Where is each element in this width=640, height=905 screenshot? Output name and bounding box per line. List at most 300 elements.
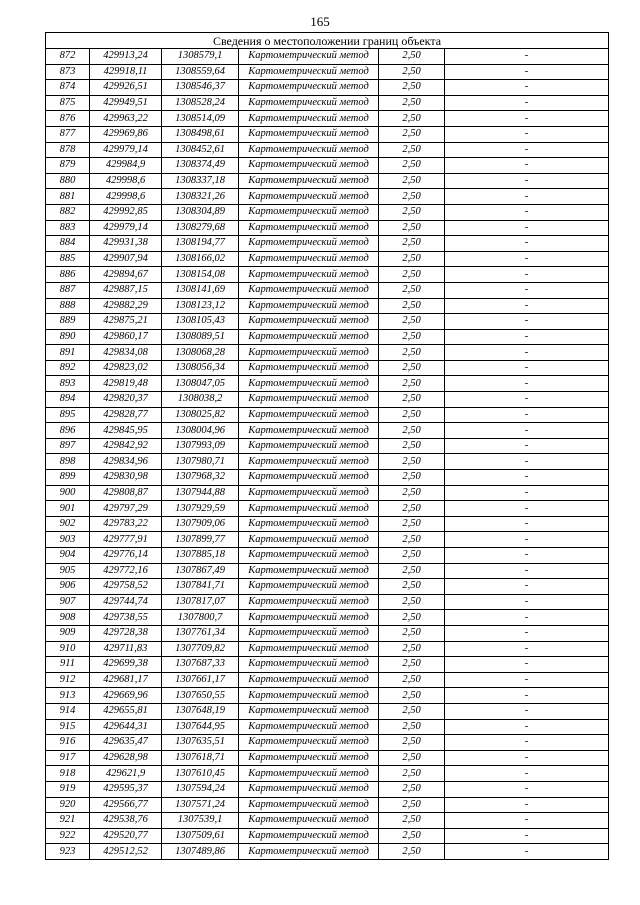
accuracy-cell: 2,50 [379, 189, 445, 205]
method-cell: Картометрический метод [239, 766, 379, 782]
description-cell: - [445, 532, 609, 548]
accuracy-cell: 2,50 [379, 703, 445, 719]
table-row [46, 470, 609, 486]
coordinate-y-cell: 1307909,06 [162, 516, 239, 532]
method-cell: Картометрический метод [239, 204, 379, 220]
description-cell: - [445, 314, 609, 330]
point-number-cell: 882 [46, 204, 90, 220]
method-cell: Картометрический метод [239, 392, 379, 408]
description-cell: - [445, 298, 609, 314]
coordinate-x-cell: 429931,38 [90, 236, 162, 252]
method-cell: Картометрический метод [239, 80, 379, 96]
coordinate-y-cell: 1308056,34 [162, 360, 239, 376]
accuracy-cell: 2,50 [379, 672, 445, 688]
accuracy-cell: 2,50 [379, 454, 445, 470]
point-number-cell: 922 [46, 828, 90, 844]
table-row [46, 548, 609, 564]
coordinate-y-cell: 1308047,05 [162, 376, 239, 392]
coordinate-y-cell: 1307650,55 [162, 688, 239, 704]
accuracy-cell: 2,50 [379, 267, 445, 283]
description-cell: - [445, 516, 609, 532]
point-number-cell: 904 [46, 548, 90, 564]
accuracy-cell: 2,50 [379, 142, 445, 158]
point-number-cell: 889 [46, 314, 90, 330]
method-cell: Картометрический метод [239, 548, 379, 564]
point-number-cell: 905 [46, 563, 90, 579]
method-cell: Картометрический метод [239, 735, 379, 751]
coordinate-y-cell: 1307610,45 [162, 766, 239, 782]
coordinate-y-cell: 1307709,82 [162, 641, 239, 657]
accuracy-cell: 2,50 [379, 828, 445, 844]
point-number-cell: 878 [46, 142, 90, 158]
point-number-cell: 916 [46, 735, 90, 751]
description-cell: - [445, 95, 609, 111]
accuracy-cell: 2,50 [379, 844, 445, 860]
coordinate-x-cell: 429711,83 [90, 641, 162, 657]
description-cell: - [445, 844, 609, 860]
table-row [46, 735, 609, 751]
description-cell: - [445, 126, 609, 142]
method-cell: Картометрический метод [239, 376, 379, 392]
description-cell: - [445, 548, 609, 564]
table-row [46, 204, 609, 220]
point-number-cell: 891 [46, 345, 90, 361]
coordinate-x-cell: 429875,21 [90, 314, 162, 330]
coordinate-y-cell: 1308038,2 [162, 392, 239, 408]
point-number-cell: 885 [46, 251, 90, 267]
method-cell: Картометрический метод [239, 438, 379, 454]
description-cell: - [445, 828, 609, 844]
accuracy-cell: 2,50 [379, 236, 445, 252]
accuracy-cell: 2,50 [379, 329, 445, 345]
point-number-cell: 888 [46, 298, 90, 314]
method-cell: Картометрический метод [239, 657, 379, 673]
accuracy-cell: 2,50 [379, 64, 445, 80]
accuracy-cell: 2,50 [379, 376, 445, 392]
coordinate-x-cell: 429758,52 [90, 579, 162, 595]
point-number-cell: 895 [46, 407, 90, 423]
coordinate-y-cell: 1308579,1 [162, 49, 239, 65]
coordinate-y-cell: 1307761,34 [162, 625, 239, 641]
table-row [46, 282, 609, 298]
coordinate-x-cell: 429979,14 [90, 142, 162, 158]
description-cell: - [445, 423, 609, 439]
description-cell: - [445, 657, 609, 673]
accuracy-cell: 2,50 [379, 220, 445, 236]
accuracy-cell: 2,50 [379, 797, 445, 813]
table-row [46, 95, 609, 111]
coordinate-y-cell: 1307594,24 [162, 781, 239, 797]
method-cell: Картометрический метод [239, 579, 379, 595]
method-cell: Картометрический метод [239, 189, 379, 205]
table-row [46, 329, 609, 345]
method-cell: Картометрический метод [239, 750, 379, 766]
accuracy-cell: 2,50 [379, 314, 445, 330]
coordinate-x-cell: 429744,74 [90, 594, 162, 610]
accuracy-cell: 2,50 [379, 532, 445, 548]
description-cell: - [445, 220, 609, 236]
coordinate-y-cell: 1308528,24 [162, 95, 239, 111]
accuracy-cell: 2,50 [379, 735, 445, 751]
method-cell: Картометрический метод [239, 173, 379, 189]
method-cell: Картометрический метод [239, 158, 379, 174]
description-cell: - [445, 173, 609, 189]
accuracy-cell: 2,50 [379, 610, 445, 626]
method-cell: Картометрический метод [239, 95, 379, 111]
accuracy-cell: 2,50 [379, 625, 445, 641]
coordinate-y-cell: 1308141,69 [162, 282, 239, 298]
accuracy-cell: 2,50 [379, 173, 445, 189]
table-row [46, 657, 609, 673]
method-cell: Картометрический метод [239, 485, 379, 501]
coordinate-x-cell: 429998,6 [90, 189, 162, 205]
method-cell: Картометрический метод [239, 329, 379, 345]
coordinate-x-cell: 429776,14 [90, 548, 162, 564]
table-row [46, 392, 609, 408]
description-cell: - [445, 594, 609, 610]
table-row [46, 64, 609, 80]
coordinate-y-cell: 1308374,49 [162, 158, 239, 174]
description-cell: - [445, 672, 609, 688]
accuracy-cell: 2,50 [379, 579, 445, 595]
coordinate-y-cell: 1307644,95 [162, 719, 239, 735]
coordinate-x-cell: 429984,9 [90, 158, 162, 174]
coordinate-x-cell: 429926,51 [90, 80, 162, 96]
description-cell: - [445, 766, 609, 782]
coordinate-y-cell: 1307993,09 [162, 438, 239, 454]
coordinate-x-cell: 429828,77 [90, 407, 162, 423]
table-row [46, 298, 609, 314]
coordinate-x-cell: 429728,38 [90, 625, 162, 641]
accuracy-cell: 2,50 [379, 392, 445, 408]
point-number-cell: 892 [46, 360, 90, 376]
table-row [46, 813, 609, 829]
method-cell: Картометрический метод [239, 516, 379, 532]
coordinate-x-cell: 429538,76 [90, 813, 162, 829]
coordinate-y-cell: 1308123,12 [162, 298, 239, 314]
coordinate-y-cell: 1307539,1 [162, 813, 239, 829]
point-number-cell: 883 [46, 220, 90, 236]
table-row [46, 220, 609, 236]
coordinate-x-cell: 429772,16 [90, 563, 162, 579]
coordinate-x-cell: 429621,9 [90, 766, 162, 782]
point-number-cell: 897 [46, 438, 90, 454]
accuracy-cell: 2,50 [379, 204, 445, 220]
description-cell: - [445, 579, 609, 595]
method-cell: Картометрический метод [239, 563, 379, 579]
coordinate-x-cell: 429834,96 [90, 454, 162, 470]
table-row [46, 672, 609, 688]
coordinate-x-cell: 429830,98 [90, 470, 162, 486]
table-row [46, 625, 609, 641]
point-number-cell: 909 [46, 625, 90, 641]
coordinate-x-cell: 429635,47 [90, 735, 162, 751]
point-number-cell: 912 [46, 672, 90, 688]
method-cell: Картометрический метод [239, 345, 379, 361]
description-cell: - [445, 345, 609, 361]
coordinate-y-cell: 1308514,09 [162, 111, 239, 127]
accuracy-cell: 2,50 [379, 781, 445, 797]
method-cell: Картометрический метод [239, 111, 379, 127]
method-cell: Картометрический метод [239, 298, 379, 314]
method-cell: Картометрический метод [239, 719, 379, 735]
table-row [46, 844, 609, 860]
point-number-cell: 908 [46, 610, 90, 626]
table-row [46, 516, 609, 532]
coordinate-x-cell: 429669,96 [90, 688, 162, 704]
table-row [46, 828, 609, 844]
description-cell: - [445, 236, 609, 252]
accuracy-cell: 2,50 [379, 158, 445, 174]
coordinate-x-cell: 429512,52 [90, 844, 162, 860]
method-cell: Картометрический метод [239, 267, 379, 283]
table-row [46, 314, 609, 330]
point-number-cell: 903 [46, 532, 90, 548]
coordinate-y-cell: 1308025,82 [162, 407, 239, 423]
method-cell: Картометрический метод [239, 797, 379, 813]
method-cell: Картометрический метод [239, 672, 379, 688]
description-cell: - [445, 641, 609, 657]
coordinate-y-cell: 1308279,68 [162, 220, 239, 236]
accuracy-cell: 2,50 [379, 766, 445, 782]
accuracy-cell: 2,50 [379, 548, 445, 564]
coordinate-y-cell: 1308004,96 [162, 423, 239, 439]
method-cell: Картометрический метод [239, 423, 379, 439]
description-cell: - [445, 688, 609, 704]
coordinate-y-cell: 1307885,18 [162, 548, 239, 564]
method-cell: Картометрический метод [239, 282, 379, 298]
coordinate-y-cell: 1307980,71 [162, 454, 239, 470]
method-cell: Картометрический метод [239, 64, 379, 80]
coordinate-x-cell: 429998,6 [90, 173, 162, 189]
coordinate-x-cell: 429823,02 [90, 360, 162, 376]
point-number-cell: 874 [46, 80, 90, 96]
method-cell: Картометрический метод [239, 470, 379, 486]
description-cell: - [445, 735, 609, 751]
table-row [46, 173, 609, 189]
accuracy-cell: 2,50 [379, 80, 445, 96]
accuracy-cell: 2,50 [379, 657, 445, 673]
point-number-cell: 915 [46, 719, 90, 735]
table-row [46, 407, 609, 423]
description-cell: - [445, 719, 609, 735]
description-cell: - [445, 407, 609, 423]
accuracy-cell: 2,50 [379, 251, 445, 267]
description-cell: - [445, 142, 609, 158]
accuracy-cell: 2,50 [379, 485, 445, 501]
table-title-row [46, 33, 609, 49]
coordinate-x-cell: 429644,31 [90, 719, 162, 735]
method-cell: Картометрический метод [239, 314, 379, 330]
coordinate-x-cell: 429595,37 [90, 781, 162, 797]
description-cell: - [445, 797, 609, 813]
table-row [46, 485, 609, 501]
coordinate-x-cell: 429979,14 [90, 220, 162, 236]
point-number-cell: 873 [46, 64, 90, 80]
point-number-cell: 872 [46, 49, 90, 65]
coordinate-x-cell: 429860,17 [90, 329, 162, 345]
description-cell: - [445, 64, 609, 80]
coordinate-y-cell: 1308498,61 [162, 126, 239, 142]
coordinate-x-cell: 429783,22 [90, 516, 162, 532]
table-row [46, 766, 609, 782]
method-cell: Картометрический метод [239, 625, 379, 641]
accuracy-cell: 2,50 [379, 438, 445, 454]
accuracy-cell: 2,50 [379, 750, 445, 766]
point-number-cell: 893 [46, 376, 90, 392]
coordinate-x-cell: 429882,29 [90, 298, 162, 314]
coordinate-y-cell: 1307968,32 [162, 470, 239, 486]
point-number-cell: 907 [46, 594, 90, 610]
coordinate-x-cell: 429907,94 [90, 251, 162, 267]
description-cell: - [445, 49, 609, 65]
coordinate-x-cell: 429628,98 [90, 750, 162, 766]
coordinate-y-cell: 1308452,61 [162, 142, 239, 158]
point-number-cell: 881 [46, 189, 90, 205]
point-number-cell: 920 [46, 797, 90, 813]
coordinate-y-cell: 1307571,24 [162, 797, 239, 813]
point-number-cell: 910 [46, 641, 90, 657]
method-cell: Картометрический метод [239, 407, 379, 423]
point-number-cell: 914 [46, 703, 90, 719]
table-row [46, 579, 609, 595]
description-cell: - [445, 282, 609, 298]
coordinate-x-cell: 429834,08 [90, 345, 162, 361]
coordinate-x-cell: 429963,22 [90, 111, 162, 127]
coordinate-x-cell: 429797,29 [90, 501, 162, 517]
table-row [46, 688, 609, 704]
coordinate-x-cell: 429992,85 [90, 204, 162, 220]
coordinate-y-cell: 1308166,02 [162, 251, 239, 267]
point-number-cell: 899 [46, 470, 90, 486]
point-number-cell: 902 [46, 516, 90, 532]
description-cell: - [445, 781, 609, 797]
table-row [46, 236, 609, 252]
accuracy-cell: 2,50 [379, 126, 445, 142]
table-row [46, 142, 609, 158]
table-row [46, 501, 609, 517]
table-row [46, 189, 609, 205]
coordinate-y-cell: 1307841,71 [162, 579, 239, 595]
description-cell: - [445, 392, 609, 408]
page-number: 165 [310, 14, 330, 29]
description-cell: - [445, 750, 609, 766]
coordinate-y-cell: 1307489,86 [162, 844, 239, 860]
accuracy-cell: 2,50 [379, 423, 445, 439]
description-cell: - [445, 80, 609, 96]
method-cell: Картометрический метод [239, 360, 379, 376]
point-number-cell: 911 [46, 657, 90, 673]
table-row [46, 345, 609, 361]
coordinate-y-cell: 1307618,71 [162, 750, 239, 766]
coordinate-y-cell: 1308194,77 [162, 236, 239, 252]
method-cell: Картометрический метод [239, 126, 379, 142]
accuracy-cell: 2,50 [379, 501, 445, 517]
coordinate-x-cell: 429918,11 [90, 64, 162, 80]
point-number-cell: 877 [46, 126, 90, 142]
accuracy-cell: 2,50 [379, 111, 445, 127]
coordinate-x-cell: 429520,77 [90, 828, 162, 844]
coordinate-y-cell: 1308337,18 [162, 173, 239, 189]
coordinate-x-cell: 429894,67 [90, 267, 162, 283]
coordinate-y-cell: 1308546,37 [162, 80, 239, 96]
table-row [46, 423, 609, 439]
method-cell: Картометрический метод [239, 781, 379, 797]
accuracy-cell: 2,50 [379, 345, 445, 361]
description-cell: - [445, 813, 609, 829]
method-cell: Картометрический метод [239, 49, 379, 65]
table-row [46, 750, 609, 766]
point-number-cell: 921 [46, 813, 90, 829]
point-number-cell: 879 [46, 158, 90, 174]
description-cell: - [445, 376, 609, 392]
description-cell: - [445, 485, 609, 501]
method-cell: Картометрический метод [239, 828, 379, 844]
description-cell: - [445, 360, 609, 376]
table-row [46, 594, 609, 610]
accuracy-cell: 2,50 [379, 813, 445, 829]
method-cell: Картометрический метод [239, 813, 379, 829]
accuracy-cell: 2,50 [379, 641, 445, 657]
method-cell: Картометрический метод [239, 454, 379, 470]
table-row [46, 454, 609, 470]
point-number-cell: 896 [46, 423, 90, 439]
coordinate-x-cell: 429699,38 [90, 657, 162, 673]
method-cell: Картометрический метод [239, 844, 379, 860]
coordinate-y-cell: 1307944,88 [162, 485, 239, 501]
coordinate-x-cell: 429819,48 [90, 376, 162, 392]
coordinate-x-cell: 429655,81 [90, 703, 162, 719]
table-row [46, 376, 609, 392]
accuracy-cell: 2,50 [379, 516, 445, 532]
point-number-cell: 919 [46, 781, 90, 797]
table-row [46, 532, 609, 548]
description-cell: - [445, 470, 609, 486]
method-cell: Картометрический метод [239, 220, 379, 236]
coordinate-y-cell: 1308105,43 [162, 314, 239, 330]
accuracy-cell: 2,50 [379, 563, 445, 579]
method-cell: Картометрический метод [239, 532, 379, 548]
table-row [46, 797, 609, 813]
description-cell: - [445, 204, 609, 220]
coordinate-y-cell: 1307635,51 [162, 735, 239, 751]
method-cell: Картометрический метод [239, 501, 379, 517]
coordinate-y-cell: 1307867,49 [162, 563, 239, 579]
boundary-coordinates-table [45, 32, 609, 860]
point-number-cell: 884 [46, 236, 90, 252]
description-cell: - [445, 454, 609, 470]
coordinate-y-cell: 1308068,28 [162, 345, 239, 361]
point-number-cell: 887 [46, 282, 90, 298]
point-number-cell: 875 [46, 95, 90, 111]
coordinate-y-cell: 1307929,59 [162, 501, 239, 517]
table-title: Сведения о местоположении границ объекта [46, 33, 609, 49]
method-cell: Картометрический метод [239, 610, 379, 626]
coordinate-x-cell: 429738,55 [90, 610, 162, 626]
method-cell: Картометрический метод [239, 142, 379, 158]
description-cell: - [445, 189, 609, 205]
coordinate-y-cell: 1307899,77 [162, 532, 239, 548]
accuracy-cell: 2,50 [379, 360, 445, 376]
point-number-cell: 880 [46, 173, 90, 189]
table-row [46, 781, 609, 797]
description-cell: - [445, 251, 609, 267]
accuracy-cell: 2,50 [379, 594, 445, 610]
method-cell: Картометрический метод [239, 703, 379, 719]
coordinate-y-cell: 1307687,33 [162, 657, 239, 673]
description-cell: - [445, 267, 609, 283]
coordinate-x-cell: 429949,51 [90, 95, 162, 111]
